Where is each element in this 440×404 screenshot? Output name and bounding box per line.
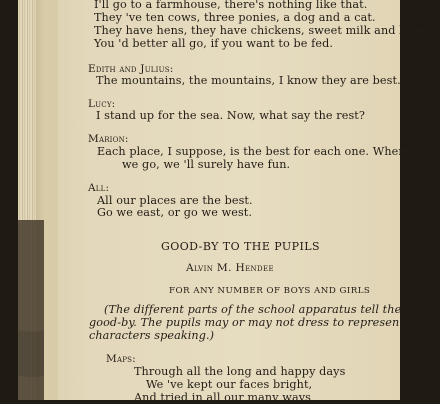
piece-author: Alvin M. Hendee: [186, 262, 274, 274]
poem-line: The mountains, the mountains, I know they are best.: [96, 74, 401, 87]
speaker-label: Maps:: [106, 353, 136, 365]
poem-line: All our places are the best.: [97, 194, 253, 207]
book-page: [18, 0, 440, 404]
poem-line: I stand up for the sea. Now, what say the rest?: [96, 109, 365, 122]
poem-line: Go we east, or go we west.: [97, 206, 253, 219]
speaker-label: Edith and Julius:: [88, 63, 174, 75]
poem-line: They have hens, they have chickens, sweet milk and bread,: [94, 24, 437, 37]
page-damage: [18, 220, 44, 400]
poem-line: We 've kept our faces bright,: [146, 378, 313, 391]
poem-line: I'll go to a farmhouse, there's nothing like that.: [94, 0, 368, 11]
speaker-label: All:: [88, 182, 110, 194]
stage-direction: good-by. The pupils may or may not dress to represent the: [89, 316, 427, 329]
stage-direction: characters speaking.): [89, 329, 215, 342]
poem-line: And tried in all our many ways: [134, 391, 311, 404]
stage-direction: (The different parts of the school apparatus tell the pupils: [104, 303, 440, 316]
poem-line: You 'd better all go, if you want to be fed.: [94, 37, 333, 50]
poem-line: They 've ten cows, three ponies, a dog and a cat.: [94, 11, 376, 24]
poem-line: Each place, I suppose, is the best for each one. Wherever: [97, 145, 430, 158]
poem-line: we go, we 'll surely have fun.: [122, 158, 291, 171]
speaker-label: Lucy:: [88, 98, 116, 110]
piece-title: GOOD-BY TO THE PUPILS: [161, 240, 321, 253]
piece-subtitle: FOR ANY NUMBER OF BOYS AND GIRLS: [169, 286, 371, 296]
poem-line: Through all the long and happy days: [134, 365, 346, 378]
speaker-label: Marion:: [88, 133, 129, 145]
